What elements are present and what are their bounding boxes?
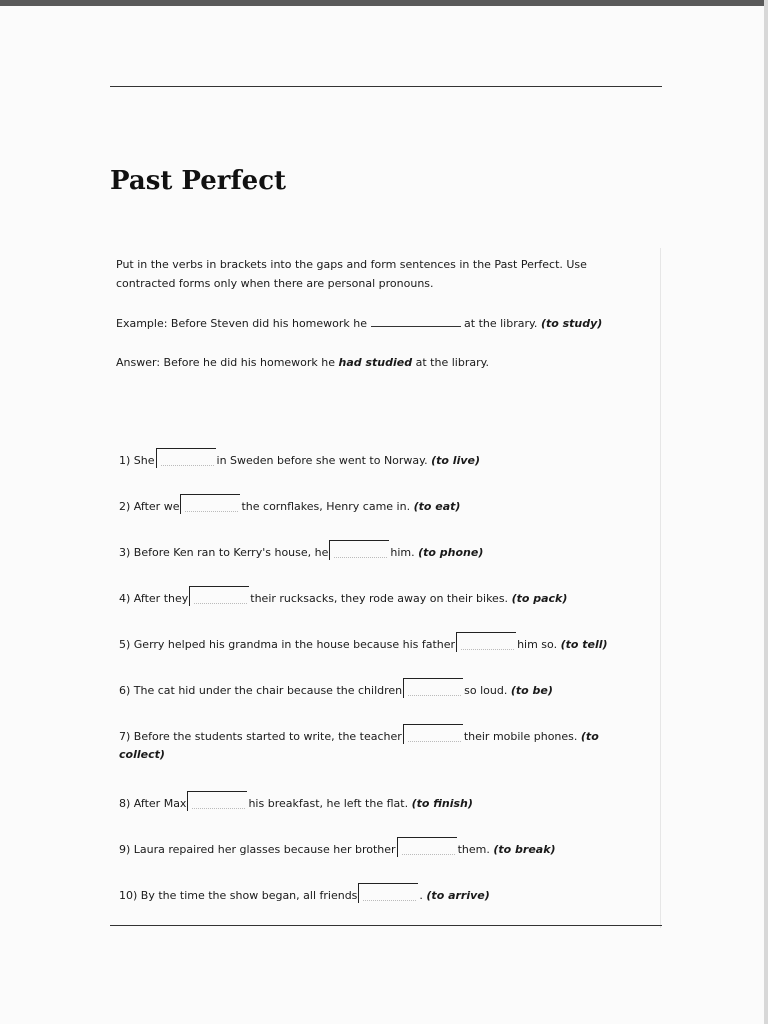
question-2 <box>119 494 460 516</box>
question-text-before: 2) After we <box>119 500 180 513</box>
answer-input-7[interactable] <box>403 724 463 744</box>
example-hint: (to study) <box>540 317 603 330</box>
question-text-after: in Sweden before she went to Norway. <box>216 454 428 467</box>
page-title: Past Perfect <box>110 166 287 196</box>
verb-hint: (to <box>580 730 599 743</box>
verb-hint: (to pack) <box>511 592 568 605</box>
question-text-before: 10) By the time the show began, all friends <box>119 889 358 902</box>
example-blank <box>371 315 461 327</box>
question-text-before: 5) Gerry helped his grandma in the house because his father <box>119 638 456 651</box>
question-text-after: him so. <box>517 638 558 651</box>
question-text-before: 9) Laura repaired her glasses because her brother <box>119 843 396 856</box>
question-text-before: 4) After they <box>119 592 189 605</box>
verb-hint: (to break) <box>493 843 556 856</box>
question-5 <box>119 632 608 654</box>
answer-text-after: at the library. <box>415 356 490 369</box>
verb-hint: (to tell) <box>560 638 608 651</box>
instructions: Put in the verbs in brackets into the gaps and form sentences in the Past Perfect. Use contracted forms only when there are personal pronouns. <box>116 258 587 290</box>
question-text-after: so loud. <box>464 684 508 697</box>
answer-input-8[interactable] <box>187 791 247 811</box>
verb-hint: (to live) <box>431 454 480 467</box>
question-text-before: 8) After Max <box>119 797 187 810</box>
example-text-before: Example: Before Steven did his homework he <box>116 317 368 330</box>
scan-edge-top <box>0 0 768 6</box>
verb-hint: (to be) <box>510 684 553 697</box>
answer-text-before: Answer: Before he did his homework he <box>116 356 336 369</box>
answer-input-10[interactable] <box>358 883 418 903</box>
verb-hint: (to arrive) <box>426 889 490 902</box>
question-7 <box>119 724 599 746</box>
question-8 <box>119 791 473 813</box>
scan-edge-right <box>764 0 768 1024</box>
question-10 <box>119 883 490 905</box>
question-text-after: his breakfast, he left the flat. <box>248 797 409 810</box>
answer-input-6[interactable] <box>403 678 463 698</box>
example-text-after: at the library. <box>464 317 538 330</box>
answer-filled: had studied <box>338 356 413 369</box>
verb-hint: (to eat) <box>413 500 461 513</box>
question-text-before: 1) She <box>119 454 155 467</box>
top-rule <box>110 86 662 87</box>
question-text-after: their mobile phones. <box>463 730 578 743</box>
answer-input-1[interactable] <box>156 448 216 468</box>
answer-input-2[interactable] <box>180 494 240 514</box>
question-3 <box>119 540 483 562</box>
verb-hint-continued: collect) <box>119 748 165 761</box>
question-text-after: . <box>419 889 423 902</box>
question-1 <box>119 448 480 470</box>
question-text-after: them. <box>457 843 490 856</box>
answer-input-4[interactable] <box>189 586 249 606</box>
question-text-after: him. <box>390 546 415 559</box>
question-text-before: 3) Before Ken ran to Kerry's house, he <box>119 546 329 559</box>
question-text-before: 7) Before the students started to write, the teacher <box>119 730 402 743</box>
verb-hint: (to phone) <box>418 546 484 559</box>
question-7-continued <box>119 745 165 764</box>
answer-input-3[interactable] <box>329 540 389 560</box>
question-text-after: the cornflakes, Henry came in. <box>241 500 411 513</box>
verb-hint: (to finish) <box>411 797 473 810</box>
question-4 <box>119 586 567 608</box>
answer-input-9[interactable] <box>397 837 457 857</box>
question-9 <box>119 837 556 859</box>
answer-sentence <box>116 353 489 372</box>
question-text-after: their rucksacks, they rode away on their bikes. <box>250 592 509 605</box>
question-text-before: 6) The cat hid under the chair because the children <box>119 684 403 697</box>
answer-input-5[interactable] <box>456 632 516 652</box>
example-sentence <box>116 314 602 333</box>
bottom-rule <box>110 925 662 926</box>
question-6 <box>119 678 553 700</box>
